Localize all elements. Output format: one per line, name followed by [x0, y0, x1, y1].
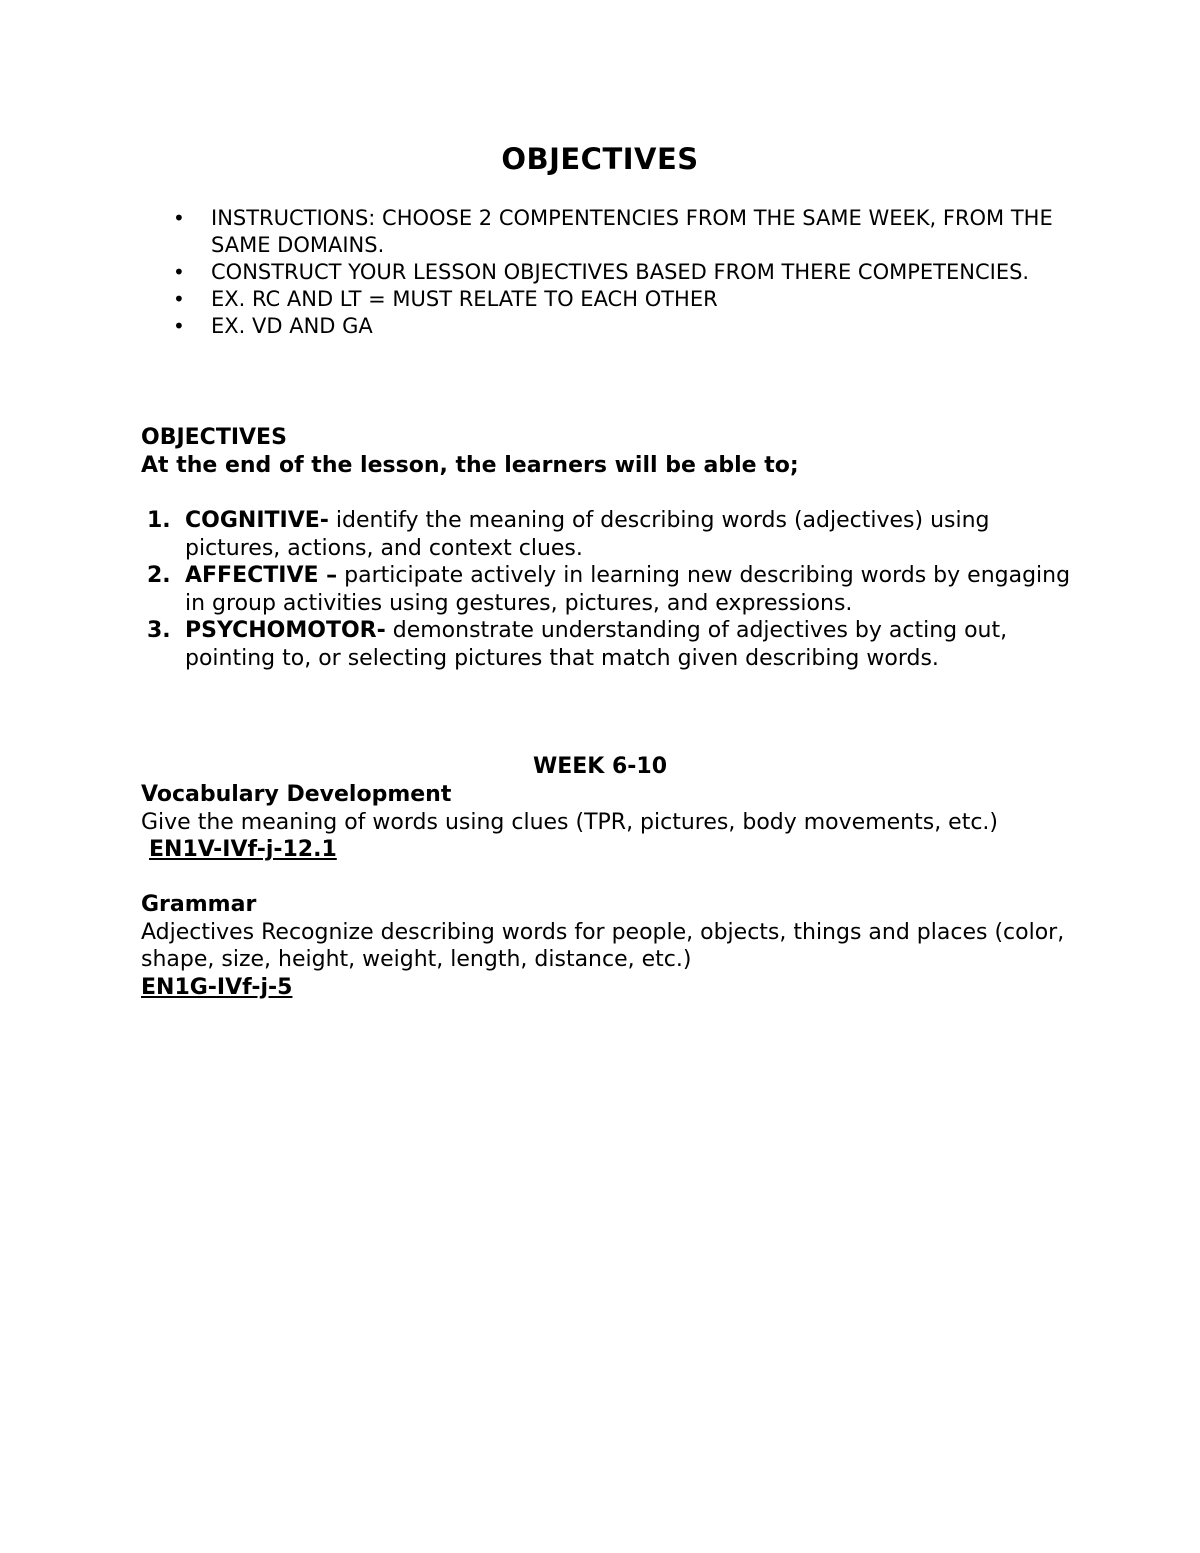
list-item [173, 259, 1111, 286]
objectives-intro: At the end of the lesson, the learners will be able to; [141, 452, 799, 478]
bullet-icon: • [173, 260, 185, 284]
competency-grammar [141, 891, 1101, 1001]
list-item [147, 507, 1085, 562]
competency-vocabulary [141, 781, 1101, 864]
competency-code: EN1V-IVf-j-12.1 [149, 837, 337, 862]
instructions-list [173, 205, 1111, 340]
item-number: 1. [147, 508, 171, 533]
objective-text: identify the meaning of describing words (adjectives) using pictures, actions, and context clues. [185, 508, 990, 561]
competency-description: Adjectives Recognize describing words for people, objects, things and places (color, shape, size, height, weight, length, distance, etc.) [141, 919, 1065, 972]
competency-code: EN1G-IVf-j-5 [141, 974, 293, 1000]
list-item [173, 205, 1111, 259]
objective-label: AFFECTIVE – [185, 563, 338, 588]
list-item [173, 313, 1111, 340]
objective-label: COGNITIVE- [185, 508, 329, 533]
page-title: OBJECTIVES [501, 142, 699, 176]
objectives-list [147, 507, 1085, 672]
bullet-icon: • [173, 287, 185, 311]
competency-domain: Vocabulary Development [141, 782, 452, 807]
objective-text: participate actively in learning new describing words by engaging in group activities using gestures, pictures, and expressions. [185, 563, 1071, 616]
objective-text: demonstrate understanding of adjectives by acting out, pointing to, or selecting pictures that match given describing words. [185, 618, 1008, 671]
bullet-icon: • [173, 314, 185, 338]
competency-description: Give the meaning of words using clues (TPR, pictures, body movements, etc.) [141, 809, 999, 835]
week-heading: WEEK 6-10 [532, 754, 668, 779]
item-number: 2. [147, 563, 171, 588]
list-item [173, 286, 1111, 313]
objective-label: PSYCHOMOTOR- [185, 618, 386, 643]
instruction-text: INSTRUCTIONS: CHOOSE 2 COMPENTENCIES FROM THE SAME WEEK, FROM THE SAME DOMAINS. [211, 206, 1053, 257]
list-item [147, 617, 1085, 672]
instruction-text: CONSTRUCT YOUR LESSON OBJECTIVES BASED FROM THERE COMPETENCIES. [211, 260, 1030, 284]
item-number: 3. [147, 618, 171, 643]
objectives-section [141, 424, 1101, 479]
list-item [147, 562, 1085, 617]
instruction-text: EX. RC AND LT = MUST RELATE TO EACH OTHER [211, 287, 718, 311]
objectives-heading: OBJECTIVES [141, 425, 287, 450]
instruction-text: EX. VD AND GA [211, 314, 373, 338]
bullet-icon: • [173, 206, 185, 230]
competency-domain: Grammar [141, 892, 257, 917]
